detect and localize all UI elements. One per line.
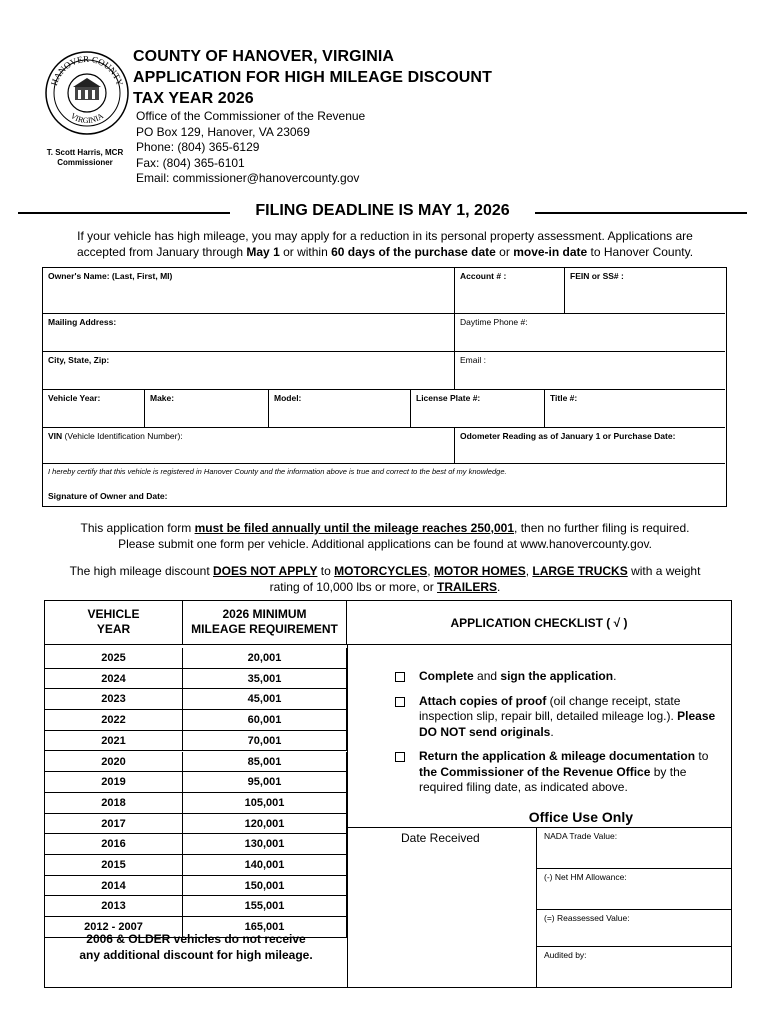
notice-text: , <box>525 564 533 578</box>
deadline-banner <box>18 202 747 224</box>
table-row-year: 2012 - 2007 <box>45 917 183 938</box>
exclusions-line-2 <box>40 579 730 595</box>
checklist-text: . <box>550 724 554 739</box>
fein-field[interactable]: FEIN or SS# : <box>565 268 725 314</box>
table-row-miles: 130,001 <box>183 834 347 855</box>
checkbox-icon[interactable] <box>395 672 405 682</box>
table-row-miles: 165,001 <box>183 917 347 938</box>
net-hm-allowance-field[interactable]: (-) Net HM Allowance: <box>536 869 731 910</box>
intro-line-2 <box>40 244 730 260</box>
table-row-year: 2024 <box>45 669 183 690</box>
table-row-year: 2019 <box>45 772 183 793</box>
table-row-year: 2021 <box>45 731 183 752</box>
annual-filing-notice <box>40 520 730 552</box>
notice-text: . <box>497 580 501 594</box>
notice-text: , then no further filing is required. <box>514 521 690 535</box>
intro-purchase-window: 60 days of the purchase date <box>331 245 496 259</box>
applicant-form <box>42 267 727 507</box>
document-title <box>133 46 492 109</box>
annual-notice-line-2: Please submit one form per vehicle. Additional applications can be found at www.hanovercounty.gov. <box>118 537 652 551</box>
checklist-emphasis: Return the application & mileage documentation <box>419 749 696 763</box>
office-email: Email: commissioner@hanovercounty.gov <box>136 171 360 185</box>
table-row-year: 2014 <box>45 876 183 897</box>
table-row-year: 2022 <box>45 710 183 731</box>
checklist-text: (oil change receipt, state inspection slip, repair bill, detailed mileage log.). <box>419 693 681 723</box>
table-row-miles: 140,001 <box>183 855 347 876</box>
notice-text: to <box>317 564 335 578</box>
email-field[interactable]: Email : <box>455 352 725 390</box>
intro-text: or within <box>279 245 332 259</box>
deadline-rule-right <box>535 212 747 214</box>
checklist-header: APPLICATION CHECKLIST ( √ ) <box>347 601 731 645</box>
deadline-text: FILING DEADLINE IS MAY 1, 2026 <box>255 202 510 219</box>
title-line-county: COUNTY OF HANOVER, VIRGINIA <box>133 48 395 65</box>
notice-text: , <box>427 564 434 578</box>
exclusions-line-1 <box>40 563 730 579</box>
notice-text: rating of 10,000 lbs or more, or <box>269 580 438 594</box>
make-field[interactable]: Make: <box>145 390 269 428</box>
commissioner-name: T. Scott Harris, MCR <box>46 148 124 157</box>
odometer-field[interactable]: Odometer Reading as of January 1 or Purchase Date: <box>455 428 725 464</box>
intro-move-in: move-in date <box>513 245 588 259</box>
mileage-and-checklist-box <box>44 600 732 988</box>
notice-text: with a weight <box>627 564 701 578</box>
table-row-miles: 155,001 <box>183 896 347 917</box>
table-row-year: 2018 <box>45 793 183 814</box>
vehicle-year-field[interactable]: Vehicle Year: <box>43 390 145 428</box>
reassessed-value-field[interactable]: (=) Reassessed Value: <box>536 910 731 947</box>
excluded-motorcycles: MOTORCYCLES <box>334 564 428 578</box>
intro-text: to Hanover County. <box>587 245 694 259</box>
model-field[interactable]: Model: <box>269 390 411 428</box>
date-received-label: Date Received <box>401 831 480 845</box>
checklist-item-attach-proof[interactable] <box>395 694 729 741</box>
excluded-large-trucks: LARGE TRUCKS <box>532 564 628 578</box>
checklist-text: . <box>613 669 617 683</box>
exclusions-notice <box>40 563 730 595</box>
county-seal <box>44 50 130 136</box>
table-row-miles: 60,001 <box>183 710 347 731</box>
seal-top-text: HANOVER COUNTY <box>48 53 126 87</box>
commissioner-signature-block <box>30 148 140 168</box>
intro-text: accepted from January through <box>76 245 247 259</box>
application-checklist <box>395 669 729 805</box>
notice-emphasis: DOES NOT APPLY <box>212 564 318 578</box>
signature-label: Signature of Owner and Date: <box>48 491 168 501</box>
table-row-miles: 85,001 <box>183 752 347 773</box>
office-name: Office of the Commissioner of the Revenue <box>136 109 366 123</box>
office-address: PO Box 129, Hanover, VA 23069 <box>136 124 310 139</box>
table-row-year: 2020 <box>45 752 183 773</box>
older-note-line: 2006 & OLDER vehicles do not receive <box>86 932 306 946</box>
table-row-year: 2016 <box>45 834 183 855</box>
nada-trade-value-field[interactable]: NADA Trade Value: <box>536 828 731 869</box>
min-mileage-header <box>183 601 347 645</box>
checklist-emphasis: Attach copies of proof <box>419 693 547 708</box>
table-row-year: 2025 <box>45 648 183 669</box>
intro-deadline-date: May 1 <box>246 245 280 259</box>
notice-text: The high mileage discount <box>69 564 213 578</box>
header-text: 2026 MINIMUM <box>222 607 307 621</box>
commissioner-title: Commissioner <box>57 158 113 167</box>
header-text: YEAR <box>96 622 131 636</box>
title-line-tax-year: TAX YEAR 2026 <box>133 90 254 107</box>
vin-label-desc: (Vehicle Identification Number): <box>62 431 183 441</box>
table-row-year: 2015 <box>45 855 183 876</box>
checklist-item-complete[interactable] <box>395 669 729 685</box>
table-row-miles: 45,001 <box>183 689 347 710</box>
checklist-emphasis: sign the application <box>500 669 614 683</box>
notice-text: This application form <box>80 521 195 535</box>
annual-notice-line-1 <box>40 520 730 536</box>
intro-line-1: If your vehicle has high mileage, you may apply for a reduction in its personal property assessment. Applications are <box>77 229 693 243</box>
title-line-application: APPLICATION FOR HIGH MILEAGE DISCOUNT <box>133 69 492 86</box>
checklist-emphasis: the Commissioner of the Revenue Office <box>419 764 651 779</box>
office-phone: Phone: (804) 365-6129 <box>136 140 260 154</box>
certification-statement: I hereby certify that this vehicle is registered in Hanover County and the information above is true and correct to the best of my knowledge. <box>48 467 507 476</box>
license-plate-field[interactable]: License Plate #: <box>411 390 545 428</box>
vin-label: VIN <box>48 431 63 441</box>
checklist-text: and <box>473 669 501 683</box>
table-row-miles: 120,001 <box>183 814 347 835</box>
title-number-field[interactable]: Title #: <box>545 390 725 428</box>
excluded-motor-homes: MOTOR HOMES <box>433 564 526 578</box>
signature-field[interactable] <box>43 464 725 505</box>
seal-bottom-text: VIRGINIA <box>68 111 106 126</box>
older-note-line: any additional discount for high mileage. <box>79 948 313 962</box>
checklist-text: by the required filing date, as indicated above. <box>419 764 687 794</box>
intro-text: or <box>495 245 514 259</box>
checkbox-icon[interactable] <box>395 697 405 707</box>
table-row-miles: 35,001 <box>183 669 347 690</box>
header-text: VEHICLE <box>87 607 140 621</box>
checklist-item-return[interactable] <box>395 749 729 796</box>
table-row-miles: 20,001 <box>183 648 347 669</box>
table-row-year: 2013 <box>45 896 183 917</box>
table-row-year: 2023 <box>45 689 183 710</box>
table-row-miles: 70,001 <box>183 731 347 752</box>
table-row-year: 2017 <box>45 814 183 835</box>
intro-paragraph <box>40 228 730 260</box>
audited-by-field[interactable]: Audited by: <box>544 950 587 960</box>
table-row-miles: 95,001 <box>183 772 347 793</box>
vin-field[interactable] <box>43 428 455 464</box>
checklist-emphasis: Please DO NOT send originals <box>419 709 716 739</box>
notice-emphasis: must be filed annually until the mileage reaches 250,001 <box>194 521 515 535</box>
office-use-heading: Office Use Only <box>528 809 633 825</box>
city-state-zip-field[interactable]: City, State, Zip: <box>43 352 455 390</box>
office-fax: Fax: (804) 365-6101 <box>136 155 245 170</box>
account-field[interactable]: Account # : <box>455 268 565 314</box>
mailing-address-field[interactable]: Mailing Address: <box>43 314 455 352</box>
excluded-trailers: TRAILERS <box>437 580 498 594</box>
office-contact <box>136 109 365 187</box>
vehicle-year-header <box>45 601 183 645</box>
table-row-miles: 105,001 <box>183 793 347 814</box>
checklist-emphasis: Complete <box>419 669 474 683</box>
older-vehicles-note <box>45 931 347 963</box>
daytime-phone-field[interactable]: Daytime Phone #: <box>455 314 725 352</box>
owner-name-field[interactable]: Owner's Name: (Last, First, MI) <box>43 268 455 314</box>
checklist-text: to <box>695 749 709 763</box>
checkbox-icon[interactable] <box>395 752 405 762</box>
table-row-miles: 150,001 <box>183 876 347 897</box>
header-text: MILEAGE REQUIREMENT <box>191 622 338 636</box>
